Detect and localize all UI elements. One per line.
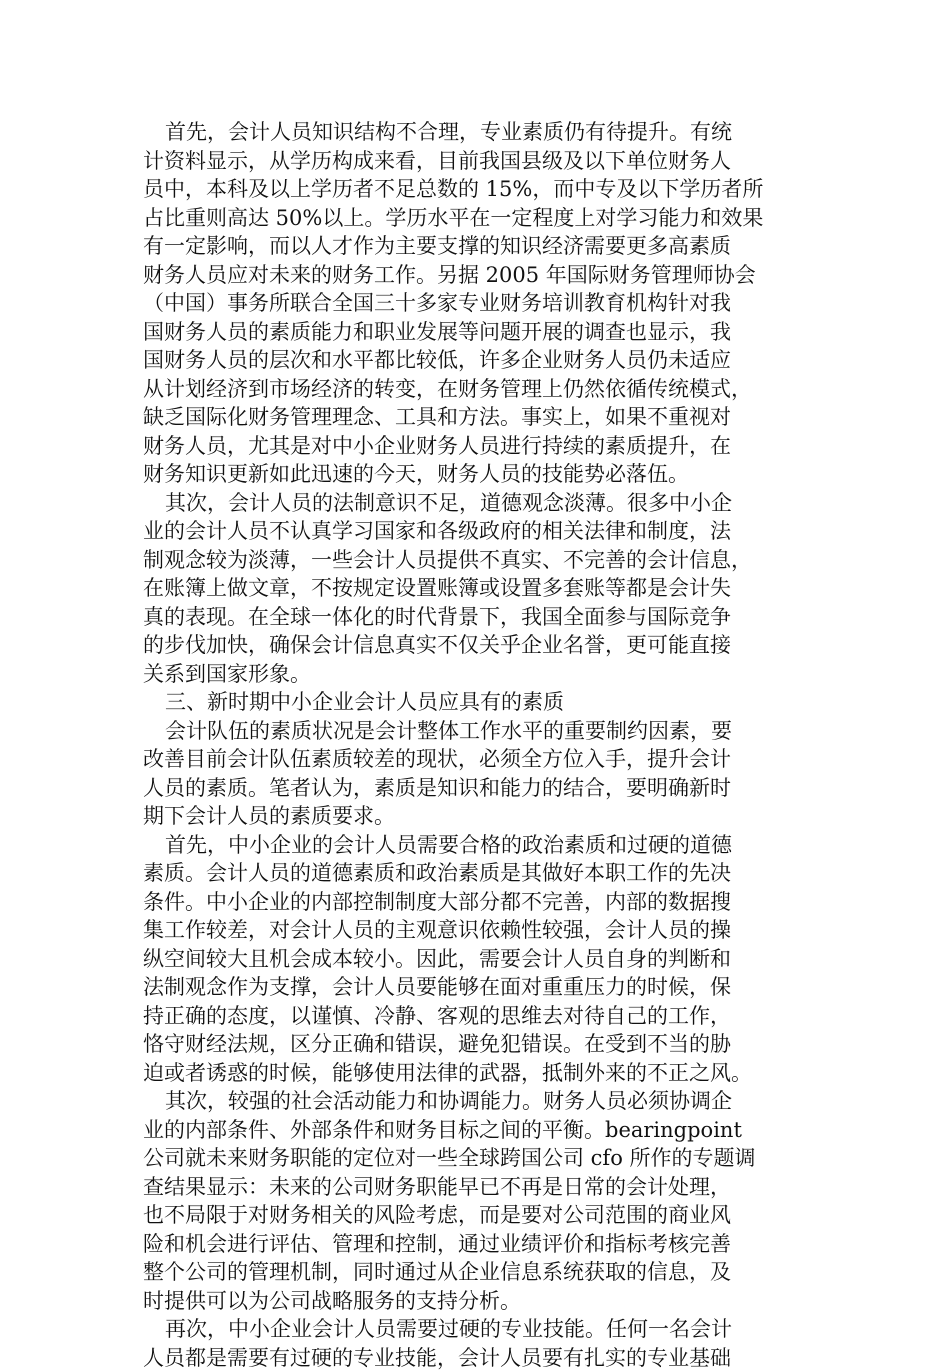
text-line: 国财务人员的素质能力和职业发展等问题开展的调查也显示，我 bbox=[143, 318, 823, 347]
paragraph-first-line: 会计队伍的素质状况是会计整体工作水平的重要制约因素，要 bbox=[143, 717, 823, 746]
text-line: 财务知识更新如此迅速的今天，财务人员的技能势必落伍。 bbox=[143, 460, 823, 489]
text-line: 迫或者诱惑的时候，能够使用法律的武器，抵制外来的不正之风。 bbox=[143, 1059, 823, 1088]
text-line: 人员都是需要有过硬的专业技能，会计人员要有扎实的专业基础 bbox=[143, 1344, 823, 1372]
text-line: 业的会计人员不认真学习国家和各级政府的相关法律和制度，法 bbox=[143, 517, 823, 546]
text-line: 缺乏国际化财务管理理念、工具和方法。事实上，如果不重视对 bbox=[143, 403, 823, 432]
text-line: 关系到国家形象。 bbox=[143, 660, 823, 689]
text-line: 险和机会进行评估、管理和控制，通过业绩评价和指标考核完善 bbox=[143, 1230, 823, 1259]
text-line: 制观念较为淡薄，一些会计人员提供不真实、不完善的会计信息， bbox=[143, 546, 823, 575]
paragraph-first-line: 三、新时期中小企业会计人员应具有的素质 bbox=[143, 688, 823, 717]
text-line: 整个公司的管理机制，同时通过从企业信息系统获取的信息，及 bbox=[143, 1258, 823, 1287]
paragraph-first-line: 再次，中小企业会计人员需要过硬的专业技能。任何一名会计 bbox=[143, 1315, 823, 1344]
paragraph-first-line: 首先，会计人员知识结构不合理，专业素质仍有待提升。有统 bbox=[143, 118, 823, 147]
text-line: 国财务人员的层次和水平都比较低，许多企业财务人员仍未适应 bbox=[143, 346, 823, 375]
text-line: 真的表现。在全球一体化的时代背景下，我国全面参与国际竞争 bbox=[143, 603, 823, 632]
paragraph-first-line: 其次，较强的社会活动能力和协调能力。财务人员必须协调企 bbox=[143, 1087, 823, 1116]
text-line: 恪守财经法规，区分正确和错误，避免犯错误。在受到不当的胁 bbox=[143, 1030, 823, 1059]
text-line: 法制观念作为支撑，会计人员要能够在面对重重压力的时候，保 bbox=[143, 973, 823, 1002]
text-line: 占比重则高达 50%以上。学历水平在一定程度上对学习能力和效果 bbox=[143, 204, 823, 233]
text-line: 财务人员，尤其是对中小企业财务人员进行持续的素质提升，在 bbox=[143, 432, 823, 461]
text-line: 公司就未来财务职能的定位对一些全球跨国公司 cfo 所作的专题调 bbox=[143, 1144, 823, 1173]
text-line: 时提供可以为公司战略服务的支持分析。 bbox=[143, 1287, 823, 1316]
text-line: 纵空间较大且机会成本较小。因此，需要会计人员自身的判断和 bbox=[143, 945, 823, 974]
text-line: 的步伐加快，确保会计信息真实不仅关乎企业名誉，更可能直接 bbox=[143, 631, 823, 660]
text-line: 员中，本科及以上学历者不足总数的 15%，而中专及以下学历者所 bbox=[143, 175, 823, 204]
text-line: 也不局限于对财务相关的风险考虑，而是要对公司范围的商业风 bbox=[143, 1201, 823, 1230]
text-line: 有一定影响，而以人才作为主要支撑的知识经济需要更多高素质 bbox=[143, 232, 823, 261]
text-line: 财务人员应对未来的财务工作。另据 2005 年国际财务管理师协会 bbox=[143, 261, 823, 290]
text-line: 素质。会计人员的道德素质和政治素质是其做好本职工作的先决 bbox=[143, 859, 823, 888]
text-line: 集工作较差，对会计人员的主观意识依赖性较强，会计人员的操 bbox=[143, 916, 823, 945]
text-line: 计资料显示，从学历构成来看，目前我国县级及以下单位财务人 bbox=[143, 147, 823, 176]
text-line: 改善目前会计队伍素质较差的现状，必须全方位入手，提升会计 bbox=[143, 745, 823, 774]
text-line: 人员的素质。笔者认为，素质是知识和能力的结合，要明确新时 bbox=[143, 774, 823, 803]
text-line: 从计划经济到市场经济的转变，在财务管理上仍然依循传统模式， bbox=[143, 375, 823, 404]
text-line: 业的内部条件、外部条件和财务目标之间的平衡。bearingpoint bbox=[143, 1116, 823, 1145]
text-line: 在账簿上做文章，不按规定设置账簿或设置多套账等都是会计失 bbox=[143, 574, 823, 603]
body-text bbox=[143, 118, 823, 1372]
text-line: 持正确的态度，以谨慎、冷静、客观的思维去对待自己的工作， bbox=[143, 1002, 823, 1031]
text-line: 查结果显示：未来的公司财务职能早已不再是日常的会计处理， bbox=[143, 1173, 823, 1202]
paragraph-first-line: 其次，会计人员的法制意识不足，道德观念淡薄。很多中小企 bbox=[143, 489, 823, 518]
paragraph-first-line: 首先，中小企业的会计人员需要合格的政治素质和过硬的道德 bbox=[143, 831, 823, 860]
text-line: （中国）事务所联合全国三十多家专业财务培训教育机构针对我 bbox=[143, 289, 823, 318]
text-line: 期下会计人员的素质要求。 bbox=[143, 802, 823, 831]
text-line: 条件。中小企业的内部控制制度大部分都不完善，内部的数据搜 bbox=[143, 888, 823, 917]
